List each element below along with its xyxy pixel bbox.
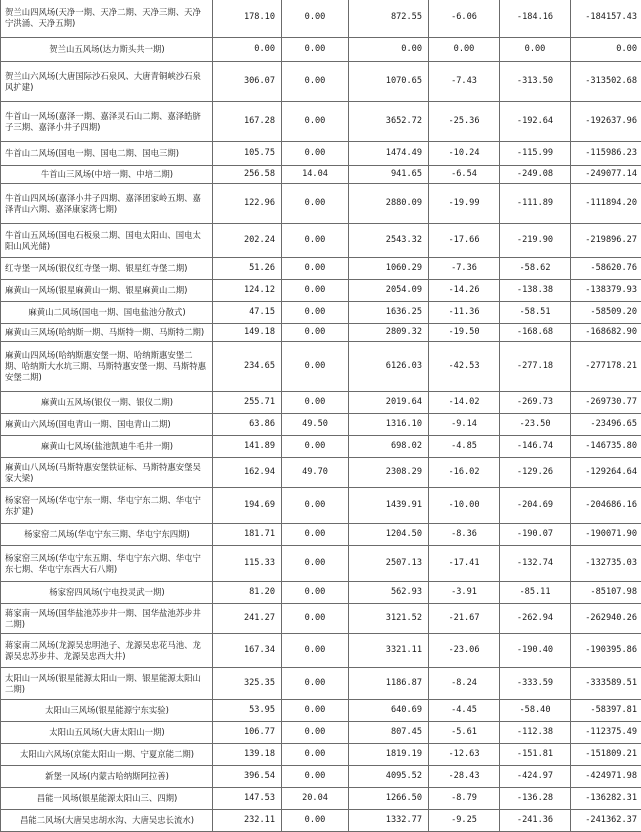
value-cell-2: 0.00 bbox=[282, 582, 349, 604]
wind-farm-name-cell: 麻黄山三风场(哈纳斯一期、马斯特一期、马斯特二期) bbox=[1, 324, 213, 342]
value-cell-6: -192637.96 bbox=[571, 102, 641, 142]
wind-farm-name-cell: 贺兰山四风场(天净一期、天净二期、天净三期、天净宁洪涌、天净五期) bbox=[1, 0, 213, 38]
value-cell-1: 122.96 bbox=[213, 184, 282, 224]
value-cell-5: -146.74 bbox=[500, 436, 571, 458]
table-row bbox=[1, 766, 641, 788]
wind-farm-name-cell: 杨家窑一风场(华屯宁东一期、华屯宁东二期、华屯宁东扩建) bbox=[1, 488, 213, 524]
value-cell-1: 81.20 bbox=[213, 582, 282, 604]
value-cell-6: -168682.90 bbox=[571, 324, 641, 342]
value-cell-1: 106.77 bbox=[213, 722, 282, 744]
value-cell-1: 241.27 bbox=[213, 604, 282, 634]
value-cell-1: 162.94 bbox=[213, 458, 282, 488]
value-cell-3: 1332.77 bbox=[349, 810, 429, 832]
value-cell-4: -42.53 bbox=[429, 342, 500, 392]
value-cell-5: -184.16 bbox=[500, 0, 571, 38]
table-row bbox=[1, 668, 641, 700]
value-cell-5: -58.62 bbox=[500, 258, 571, 280]
value-cell-3: 872.55 bbox=[349, 0, 429, 38]
value-cell-3: 0.00 bbox=[349, 38, 429, 62]
value-cell-1: 255.71 bbox=[213, 392, 282, 414]
value-cell-1: 202.24 bbox=[213, 224, 282, 258]
value-cell-3: 1070.65 bbox=[349, 62, 429, 102]
value-cell-3: 2880.09 bbox=[349, 184, 429, 224]
value-cell-4: -9.14 bbox=[429, 414, 500, 436]
value-cell-3: 3321.11 bbox=[349, 634, 429, 668]
value-cell-3: 3121.52 bbox=[349, 604, 429, 634]
value-cell-1: 0.00 bbox=[213, 38, 282, 62]
value-cell-2: 49.70 bbox=[282, 458, 349, 488]
value-cell-6: -151809.21 bbox=[571, 744, 641, 766]
value-cell-3: 2308.29 bbox=[349, 458, 429, 488]
value-cell-5: -136.28 bbox=[500, 788, 571, 810]
value-cell-5: -138.38 bbox=[500, 280, 571, 302]
table-row bbox=[1, 342, 641, 392]
value-cell-4: -11.36 bbox=[429, 302, 500, 324]
value-cell-4: -14.02 bbox=[429, 392, 500, 414]
table-row bbox=[1, 392, 641, 414]
value-cell-1: 167.34 bbox=[213, 634, 282, 668]
table-row bbox=[1, 38, 641, 62]
value-cell-5: -111.89 bbox=[500, 184, 571, 224]
value-cell-4: -3.91 bbox=[429, 582, 500, 604]
value-cell-3: 2507.13 bbox=[349, 546, 429, 582]
table-row bbox=[1, 546, 641, 582]
value-cell-1: 181.71 bbox=[213, 524, 282, 546]
value-cell-2: 0.00 bbox=[282, 668, 349, 700]
wind-farm-name-cell: 麻黄山四风场(哈纳斯惠安堡一期、哈纳斯惠安堡二期、哈纳斯大水坑三期、马斯特惠安堡一期、马斯特惠安堡二期) bbox=[1, 342, 213, 392]
wind-farm-name-cell: 蒋家南二风场(龙源吴忠明池子、龙源吴忠花马池、龙源吴忠苏步井、龙源吴忠西大井) bbox=[1, 634, 213, 668]
value-cell-4: -9.25 bbox=[429, 810, 500, 832]
value-cell-3: 1060.29 bbox=[349, 258, 429, 280]
value-cell-3: 6126.03 bbox=[349, 342, 429, 392]
value-cell-1: 306.07 bbox=[213, 62, 282, 102]
wind-farm-name-cell: 麻黄山一风场(银星麻黄山一期、银星麻黄山二期) bbox=[1, 280, 213, 302]
value-cell-6: -58509.20 bbox=[571, 302, 641, 324]
value-cell-4: -23.06 bbox=[429, 634, 500, 668]
wind-farm-name-cell: 昌能二风场(大唐吴忠胡水沟、大唐吴忠长流水) bbox=[1, 810, 213, 832]
value-cell-3: 2019.64 bbox=[349, 392, 429, 414]
value-cell-6: -58620.76 bbox=[571, 258, 641, 280]
value-cell-4: -5.61 bbox=[429, 722, 500, 744]
value-cell-4: -10.24 bbox=[429, 142, 500, 166]
value-cell-4: -28.43 bbox=[429, 766, 500, 788]
value-cell-4: -12.63 bbox=[429, 744, 500, 766]
value-cell-3: 3652.72 bbox=[349, 102, 429, 142]
value-cell-4: -4.45 bbox=[429, 700, 500, 722]
value-cell-2: 0.00 bbox=[282, 38, 349, 62]
value-cell-6: -136282.31 bbox=[571, 788, 641, 810]
value-cell-4: -10.00 bbox=[429, 488, 500, 524]
value-cell-1: 149.18 bbox=[213, 324, 282, 342]
table-row bbox=[1, 414, 641, 436]
wind-farm-name-cell: 太阳山一风场(银星能源太阳山一期、银星能源太阳山二期) bbox=[1, 668, 213, 700]
table-row bbox=[1, 0, 641, 38]
value-cell-6: -184157.43 bbox=[571, 0, 641, 38]
table-row bbox=[1, 258, 641, 280]
value-cell-5: 0.00 bbox=[500, 38, 571, 62]
value-cell-6: -23496.65 bbox=[571, 414, 641, 436]
table-row bbox=[1, 744, 641, 766]
wind-farm-name-cell: 牛首山五风场(国电石板泉二期、国电太阳山、国电太阳山风光储) bbox=[1, 224, 213, 258]
value-cell-5: -190.07 bbox=[500, 524, 571, 546]
wind-farm-name-cell: 杨家窑四风场(宁电投灵武一期) bbox=[1, 582, 213, 604]
value-cell-2: 0.00 bbox=[282, 810, 349, 832]
table-row bbox=[1, 324, 641, 342]
value-cell-5: -277.18 bbox=[500, 342, 571, 392]
value-cell-4: 0.00 bbox=[429, 38, 500, 62]
value-cell-6: -241362.37 bbox=[571, 810, 641, 832]
value-cell-2: 49.50 bbox=[282, 414, 349, 436]
value-cell-1: 124.12 bbox=[213, 280, 282, 302]
value-cell-6: -138379.93 bbox=[571, 280, 641, 302]
table-row bbox=[1, 184, 641, 224]
value-cell-1: 141.89 bbox=[213, 436, 282, 458]
value-cell-4: -7.43 bbox=[429, 62, 500, 102]
wind-farm-name-cell: 新堡一风场(内蒙古哈纳斯阿拉善) bbox=[1, 766, 213, 788]
value-cell-2: 0.00 bbox=[282, 744, 349, 766]
value-cell-1: 256.58 bbox=[213, 166, 282, 184]
value-cell-3: 1439.91 bbox=[349, 488, 429, 524]
value-cell-3: 2543.32 bbox=[349, 224, 429, 258]
table-row bbox=[1, 102, 641, 142]
wind-farm-name-cell: 麻黄山七风场(盐池凯迪牛毛井一期) bbox=[1, 436, 213, 458]
wind-farm-name-cell: 麻黄山五风场(银仪一期、银仪二期) bbox=[1, 392, 213, 414]
value-cell-5: -241.36 bbox=[500, 810, 571, 832]
value-cell-1: 178.10 bbox=[213, 0, 282, 38]
table-row bbox=[1, 166, 641, 184]
value-cell-2: 0.00 bbox=[282, 0, 349, 38]
value-cell-3: 2054.09 bbox=[349, 280, 429, 302]
value-cell-5: -23.50 bbox=[500, 414, 571, 436]
value-cell-6: -424971.98 bbox=[571, 766, 641, 788]
value-cell-1: 234.65 bbox=[213, 342, 282, 392]
value-cell-6: -269730.77 bbox=[571, 392, 641, 414]
value-cell-6: -146735.80 bbox=[571, 436, 641, 458]
value-cell-3: 941.65 bbox=[349, 166, 429, 184]
value-cell-1: 115.33 bbox=[213, 546, 282, 582]
table-row bbox=[1, 604, 641, 634]
value-cell-5: -58.40 bbox=[500, 700, 571, 722]
value-cell-1: 167.28 bbox=[213, 102, 282, 142]
value-cell-2: 14.04 bbox=[282, 166, 349, 184]
value-cell-4: -19.99 bbox=[429, 184, 500, 224]
value-cell-2: 0.00 bbox=[282, 280, 349, 302]
value-cell-6: -277178.21 bbox=[571, 342, 641, 392]
wind-farm-name-cell: 杨家窑二风场(华屯宁东三期、华屯宁东四期) bbox=[1, 524, 213, 546]
wind-farm-name-cell: 麻黄山八风场(马斯特惠安堡铁证标、马斯特惠安堡吴家大梁) bbox=[1, 458, 213, 488]
value-cell-5: -58.51 bbox=[500, 302, 571, 324]
value-cell-3: 640.69 bbox=[349, 700, 429, 722]
value-cell-6: -129264.64 bbox=[571, 458, 641, 488]
value-cell-2: 0.00 bbox=[282, 142, 349, 166]
wind-farm-name-cell: 牛首山二风场(国电一期、国电二期、国电三期) bbox=[1, 142, 213, 166]
wind-farm-name-cell: 贺兰山五风场(达力斯头共一期) bbox=[1, 38, 213, 62]
value-cell-5: -151.81 bbox=[500, 744, 571, 766]
table-row bbox=[1, 810, 641, 832]
value-cell-6: -333589.51 bbox=[571, 668, 641, 700]
value-cell-6: -204686.16 bbox=[571, 488, 641, 524]
table-row bbox=[1, 280, 641, 302]
value-cell-2: 0.00 bbox=[282, 700, 349, 722]
value-cell-1: 325.35 bbox=[213, 668, 282, 700]
value-cell-5: -424.97 bbox=[500, 766, 571, 788]
table-row bbox=[1, 582, 641, 604]
value-cell-1: 232.11 bbox=[213, 810, 282, 832]
wind-farm-name-cell: 太阳山六风场(京能太阳山一期、宁夏京能二期) bbox=[1, 744, 213, 766]
value-cell-3: 807.45 bbox=[349, 722, 429, 744]
value-cell-4: -25.36 bbox=[429, 102, 500, 142]
value-cell-5: -85.11 bbox=[500, 582, 571, 604]
value-cell-6: -313502.68 bbox=[571, 62, 641, 102]
value-cell-1: 105.75 bbox=[213, 142, 282, 166]
value-cell-2: 0.00 bbox=[282, 766, 349, 788]
value-cell-1: 53.95 bbox=[213, 700, 282, 722]
value-cell-6: -190071.90 bbox=[571, 524, 641, 546]
value-cell-4: -6.06 bbox=[429, 0, 500, 38]
wind-farm-name-cell: 太阳山五风场(大唐太阳山一期) bbox=[1, 722, 213, 744]
value-cell-4: -8.79 bbox=[429, 788, 500, 810]
table-row bbox=[1, 634, 641, 668]
value-cell-5: -313.50 bbox=[500, 62, 571, 102]
wind-farm-name-cell: 麻黄山二风场(国电一期、国电盐池分散式) bbox=[1, 302, 213, 324]
value-cell-5: -112.38 bbox=[500, 722, 571, 744]
wind-farm-name-cell: 红寺堡一风场(银仪红寺堡一期、银星红寺堡二期) bbox=[1, 258, 213, 280]
value-cell-2: 0.00 bbox=[282, 524, 349, 546]
value-cell-2: 0.00 bbox=[282, 302, 349, 324]
value-cell-3: 698.02 bbox=[349, 436, 429, 458]
value-cell-6: -112375.49 bbox=[571, 722, 641, 744]
value-cell-2: 0.00 bbox=[282, 392, 349, 414]
value-cell-4: -14.26 bbox=[429, 280, 500, 302]
value-cell-4: -19.50 bbox=[429, 324, 500, 342]
value-cell-1: 194.69 bbox=[213, 488, 282, 524]
value-cell-5: -192.64 bbox=[500, 102, 571, 142]
value-cell-5: -129.26 bbox=[500, 458, 571, 488]
value-cell-5: -204.69 bbox=[500, 488, 571, 524]
value-cell-3: 1204.50 bbox=[349, 524, 429, 546]
wind-farm-name-cell: 杨家窑三风场(华屯宁东五期、华屯宁东六期、华屯宁东七期、华屯宁东西大石八期) bbox=[1, 546, 213, 582]
value-cell-5: -168.68 bbox=[500, 324, 571, 342]
wind-farm-name-cell: 牛首山一风场(嘉泽一期、嘉泽灵石山二期、嘉泽皓脐子三期、嘉泽小井子四期) bbox=[1, 102, 213, 142]
value-cell-3: 1316.10 bbox=[349, 414, 429, 436]
value-cell-2: 0.00 bbox=[282, 488, 349, 524]
value-cell-2: 0.00 bbox=[282, 604, 349, 634]
value-cell-2: 0.00 bbox=[282, 722, 349, 744]
table-row bbox=[1, 524, 641, 546]
value-cell-6: -262940.26 bbox=[571, 604, 641, 634]
value-cell-6: -219896.27 bbox=[571, 224, 641, 258]
wind-farm-name-cell: 牛首山四风场(嘉泽小井子四期、嘉泽团家岭五期、嘉泽青山六期、嘉泽康家湾七期) bbox=[1, 184, 213, 224]
value-cell-1: 147.53 bbox=[213, 788, 282, 810]
value-cell-2: 0.00 bbox=[282, 102, 349, 142]
wind-farm-name-cell: 昌能一风场(银星能源太阳山三、四期) bbox=[1, 788, 213, 810]
value-cell-5: -269.73 bbox=[500, 392, 571, 414]
value-cell-2: 0.00 bbox=[282, 224, 349, 258]
value-cell-4: -6.54 bbox=[429, 166, 500, 184]
value-cell-5: -219.90 bbox=[500, 224, 571, 258]
value-cell-3: 2809.32 bbox=[349, 324, 429, 342]
value-cell-6: -190395.86 bbox=[571, 634, 641, 668]
value-cell-4: -17.41 bbox=[429, 546, 500, 582]
value-cell-6: -111894.20 bbox=[571, 184, 641, 224]
value-cell-3: 1266.50 bbox=[349, 788, 429, 810]
value-cell-6: 0.00 bbox=[571, 38, 641, 62]
value-cell-1: 63.86 bbox=[213, 414, 282, 436]
table-row bbox=[1, 224, 641, 258]
value-cell-5: -132.74 bbox=[500, 546, 571, 582]
value-cell-4: -4.85 bbox=[429, 436, 500, 458]
value-cell-2: 0.00 bbox=[282, 546, 349, 582]
value-cell-2: 0.00 bbox=[282, 258, 349, 280]
table-row bbox=[1, 722, 641, 744]
value-cell-3: 1819.19 bbox=[349, 744, 429, 766]
wind-farm-name-cell: 太阳山三风场(银星能源宁东实验) bbox=[1, 700, 213, 722]
table-row bbox=[1, 488, 641, 524]
value-cell-3: 1186.87 bbox=[349, 668, 429, 700]
value-cell-2: 0.00 bbox=[282, 62, 349, 102]
table-row bbox=[1, 458, 641, 488]
value-cell-5: -249.08 bbox=[500, 166, 571, 184]
value-cell-2: 0.00 bbox=[282, 342, 349, 392]
value-cell-2: 0.00 bbox=[282, 184, 349, 224]
value-cell-1: 139.18 bbox=[213, 744, 282, 766]
table-row bbox=[1, 302, 641, 324]
table-row bbox=[1, 142, 641, 166]
wind-farm-name-cell: 蒋家南一风场(国华盐池苏步井一期、国华盐池苏步井二期) bbox=[1, 604, 213, 634]
wind-farm-name-cell: 牛首山三风场(中培一期、中培二期) bbox=[1, 166, 213, 184]
value-cell-1: 396.54 bbox=[213, 766, 282, 788]
value-cell-5: -115.99 bbox=[500, 142, 571, 166]
value-cell-3: 562.93 bbox=[349, 582, 429, 604]
wind-farm-name-cell: 麻黄山六风场(国电青山一期、国电青山二期) bbox=[1, 414, 213, 436]
value-cell-6: -58397.81 bbox=[571, 700, 641, 722]
table-row bbox=[1, 62, 641, 102]
value-cell-2: 20.04 bbox=[282, 788, 349, 810]
value-cell-1: 47.15 bbox=[213, 302, 282, 324]
value-cell-4: -7.36 bbox=[429, 258, 500, 280]
table-row bbox=[1, 700, 641, 722]
value-cell-2: 0.00 bbox=[282, 324, 349, 342]
value-cell-3: 1636.25 bbox=[349, 302, 429, 324]
table-row bbox=[1, 788, 641, 810]
value-cell-5: -262.94 bbox=[500, 604, 571, 634]
value-cell-4: -17.66 bbox=[429, 224, 500, 258]
table-row bbox=[1, 436, 641, 458]
value-cell-6: -249077.14 bbox=[571, 166, 641, 184]
value-cell-6: -132735.03 bbox=[571, 546, 641, 582]
value-cell-1: 51.26 bbox=[213, 258, 282, 280]
value-cell-4: -21.67 bbox=[429, 604, 500, 634]
value-cell-6: -115986.23 bbox=[571, 142, 641, 166]
value-cell-3: 1474.49 bbox=[349, 142, 429, 166]
value-cell-5: -333.59 bbox=[500, 668, 571, 700]
wind-farm-name-cell: 贺兰山六风场(大唐国际沙石泉风、大唐青铜峡沙石泉风扩建) bbox=[1, 62, 213, 102]
value-cell-4: -8.36 bbox=[429, 524, 500, 546]
value-cell-5: -190.40 bbox=[500, 634, 571, 668]
value-cell-2: 0.00 bbox=[282, 436, 349, 458]
value-cell-4: -16.02 bbox=[429, 458, 500, 488]
value-cell-2: 0.00 bbox=[282, 634, 349, 668]
value-cell-4: -8.24 bbox=[429, 668, 500, 700]
value-cell-3: 4095.52 bbox=[349, 766, 429, 788]
value-cell-6: -85107.98 bbox=[571, 582, 641, 604]
table-body bbox=[1, 0, 641, 832]
